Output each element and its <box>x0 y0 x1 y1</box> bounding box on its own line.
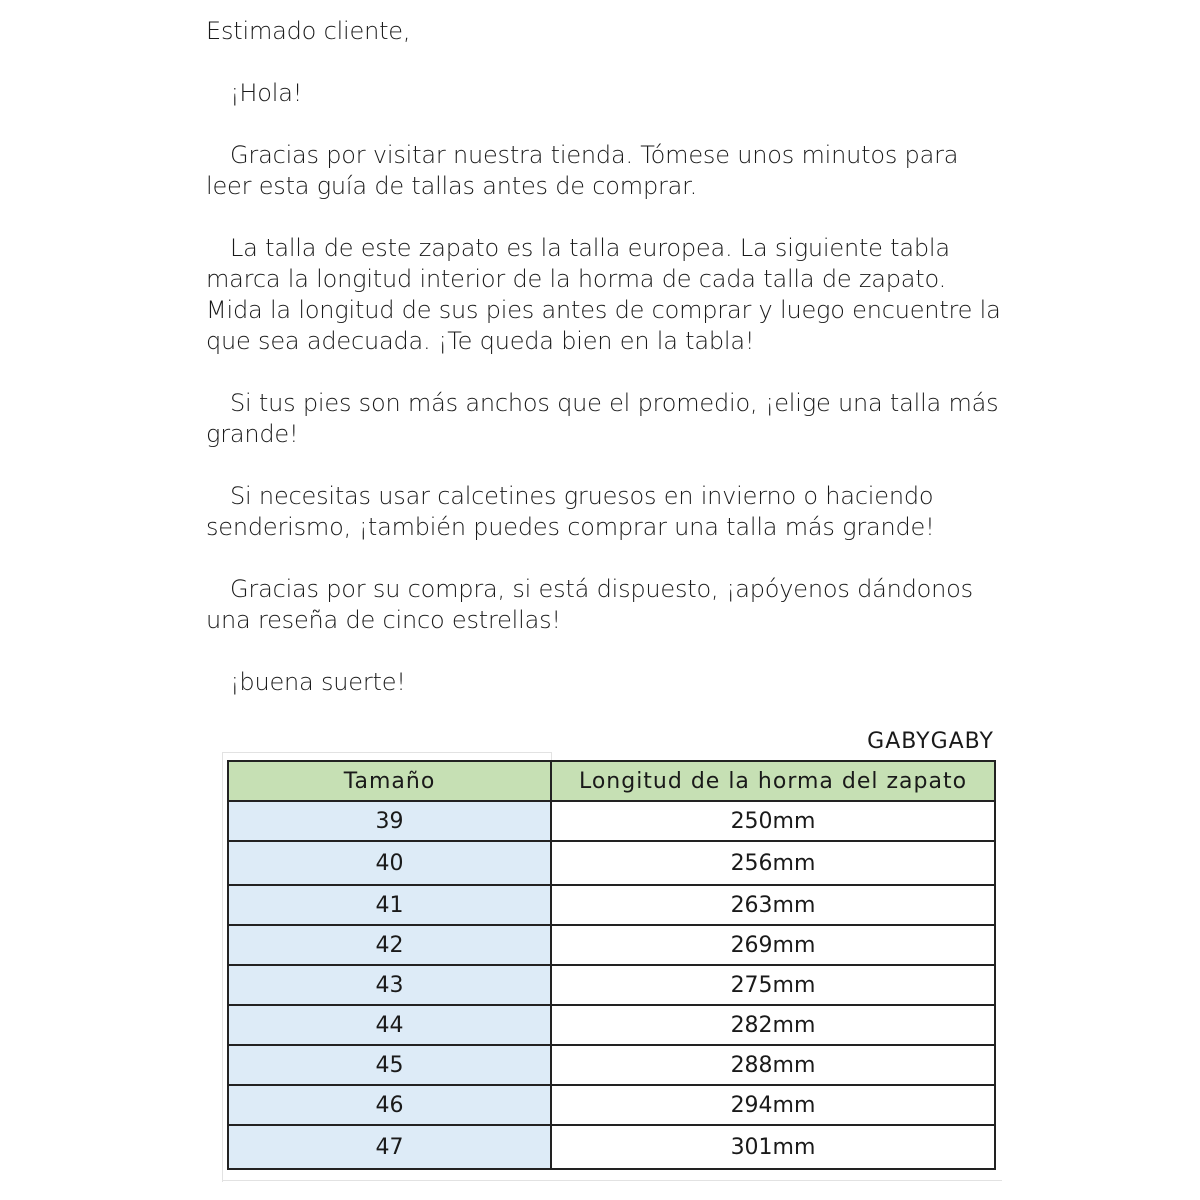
brand-name: GABYGABY <box>867 729 994 754</box>
letter-paragraph-review: Gracias por su compra, si está dispuesto, ¡apóyenos dándonos una reseña de cinco estrellas! <box>206 575 973 634</box>
letter-paragraph-hello: ¡Hola! <box>230 79 303 107</box>
letter-greeting: Estimado cliente, <box>206 17 411 45</box>
table-row <box>228 1085 995 1125</box>
guide-line <box>222 1180 1002 1181</box>
table-header-row <box>228 761 995 801</box>
table-row <box>228 1045 995 1085</box>
letter-body <box>206 16 1006 729</box>
header-length: Longitud de la horma del zapato <box>551 761 995 801</box>
table-row <box>228 801 995 841</box>
letter-paragraph-thanks: Gracias por visitar nuestra tienda. Tómese unos minutos para leer esta guía de tallas antes de comprar. <box>206 141 959 200</box>
size-cell: 46 <box>228 1085 551 1125</box>
header-size: Tamaño <box>228 761 551 801</box>
length-cell: 275mm <box>551 965 995 1005</box>
size-cell: 44 <box>228 1005 551 1045</box>
table-row <box>228 1125 995 1169</box>
size-cell: 45 <box>228 1045 551 1085</box>
table-row <box>228 925 995 965</box>
length-cell: 282mm <box>551 1005 995 1045</box>
guide-line <box>222 752 552 753</box>
length-cell: 250mm <box>551 801 995 841</box>
letter-paragraph-size-info: La talla de este zapato es la talla europea. La siguiente tabla marca la longitud interior de la horma de cada talla de zapato. Mida la longitud de sus pies antes de comprar y luego encuentre la que sea adecuada. ¡Te queda bien en la tabla! <box>206 234 1001 355</box>
length-cell: 288mm <box>551 1045 995 1085</box>
size-cell: 41 <box>228 885 551 925</box>
length-cell: 294mm <box>551 1085 995 1125</box>
size-cell: 47 <box>228 1125 551 1169</box>
length-cell: 263mm <box>551 885 995 925</box>
size-cell: 42 <box>228 925 551 965</box>
size-chart-table <box>227 760 996 1170</box>
size-cell: 40 <box>228 841 551 885</box>
table-row <box>228 965 995 1005</box>
length-cell: 269mm <box>551 925 995 965</box>
table-row <box>228 841 995 885</box>
guide-line <box>222 752 223 1182</box>
table-row <box>228 885 995 925</box>
letter-paragraph-good-luck: ¡buena suerte! <box>230 668 406 696</box>
size-cell: 39 <box>228 801 551 841</box>
letter-paragraph-thick-socks: Si necesitas usar calcetines gruesos en invierno o haciendo senderismo, ¡también puedes comprar una talla más grande! <box>206 482 935 541</box>
letter-paragraph-wide-feet: Si tus pies son más anchos que el promedio, ¡elige una talla más grande! <box>206 389 999 448</box>
length-cell: 256mm <box>551 841 995 885</box>
length-cell: 301mm <box>551 1125 995 1169</box>
table-row <box>228 1005 995 1045</box>
size-cell: 43 <box>228 965 551 1005</box>
